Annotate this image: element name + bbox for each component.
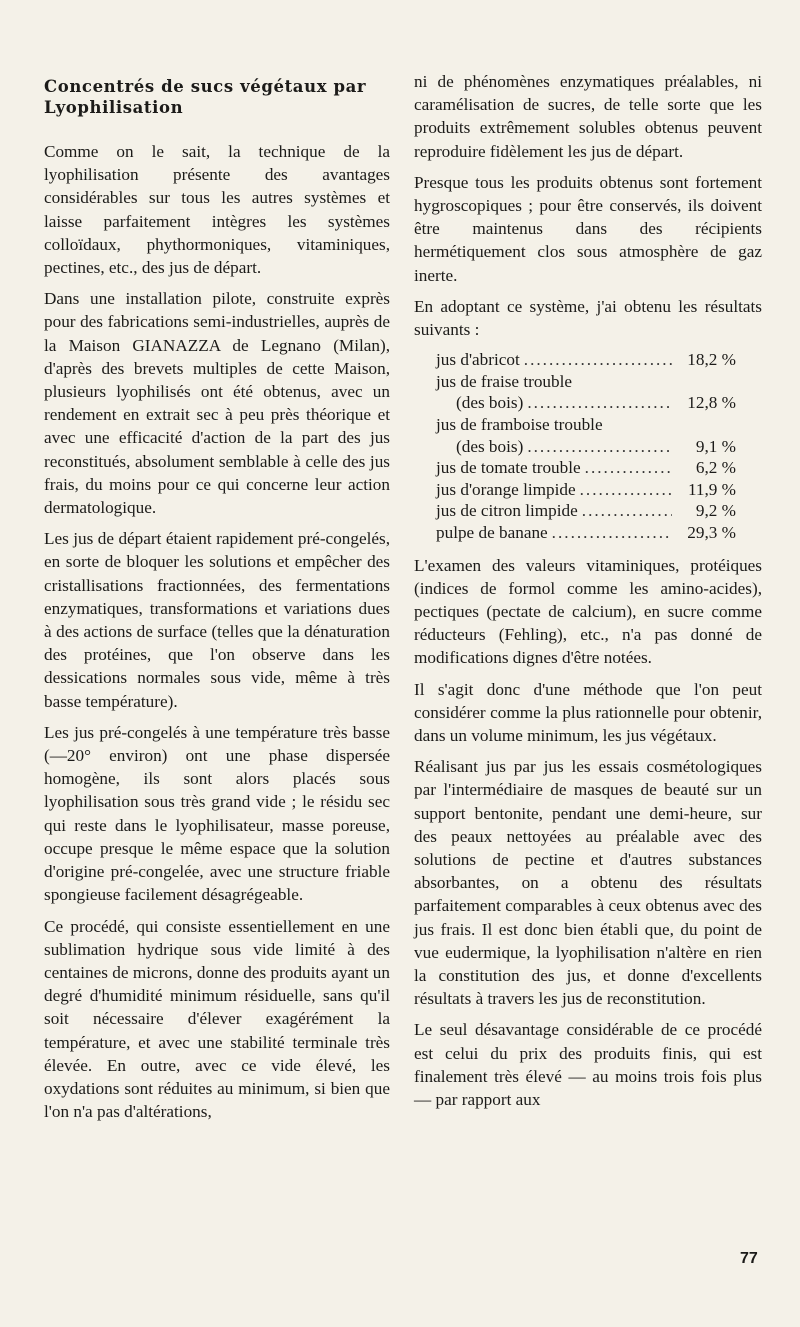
- result-value: 11,9 %: [687, 479, 736, 499]
- result-value: 12,8 %: [687, 393, 736, 413]
- dot-leader: [527, 436, 672, 458]
- result-row: [436, 500, 736, 522]
- result-label: jus d'orange limpide: [436, 479, 576, 499]
- paragraph: Il s'agit donc d'une méthode que l'on peut considérer comme la plus rationnelle pour obtenir, dans un volume minimum, les jus végétaux.: [414, 679, 762, 745]
- result-value: 18,2 %: [687, 350, 736, 370]
- left-column: [44, 70, 390, 1131]
- result-row: [436, 392, 736, 414]
- results-list: [436, 349, 736, 543]
- result-row: [436, 349, 736, 371]
- paragraph: En adoptant ce système, j'ai obtenu les résultats suivants :: [414, 296, 762, 340]
- dot-leader: [527, 392, 672, 414]
- result-value: 9,1 %: [695, 436, 736, 456]
- dot-leader: [580, 479, 672, 501]
- result-row: [436, 457, 736, 479]
- result-label: jus de framboise trouble: [436, 415, 603, 435]
- result-row: [436, 414, 736, 436]
- result-label: (des bois): [456, 436, 524, 456]
- result-label: jus de citron limpide: [436, 501, 578, 521]
- paragraph: Les jus de départ étaient rapidement pré-congelés, en sorte de bloquer les solutions et empêcher des cristallisations fractionnées, des fermentations enzymatiques, transformations et variations dues à des actions de surface (telles que la dénaturation des protéines, que l'on observe dans les dessications normales sous vide, même à très basse température).: [44, 529, 390, 711]
- result-label: (des bois): [456, 393, 524, 413]
- result-value: 29,3 %: [687, 522, 736, 542]
- result-row: [436, 436, 736, 458]
- paragraph: L'examen des valeurs vitaminiques, protéiques (indices de formol comme les amino-acides), pectiques (pectate de calcium), en sucre comme réducteurs (Fehling), etc., n'a pas donné de modifications dignes d'être notées.: [414, 555, 762, 668]
- dot-leader: [585, 457, 672, 479]
- result-label: pulpe de banane: [436, 522, 548, 542]
- page-number: 77: [740, 1250, 758, 1267]
- result-label: jus d'abricot: [436, 350, 520, 370]
- result-label: jus de tomate trouble: [436, 458, 581, 478]
- dot-leader: [582, 500, 672, 522]
- paragraph: Les jus pré-congelés à une température très basse (—20° environ) ont une phase dispersée homogène, ils sont alors placés sous lyophilisation sous très grand vide ; le résidu sec qui reste dans le lyophilisateur, masse poreuse, occupe presque le même espace que la solution d'origine pré-congelée, avec une structure friable spongieuse facilement désagrégeable.: [44, 722, 390, 905]
- paragraph: Dans une installation pilote, construite exprès pour des fabrications semi-industrielles, auprès de la Maison GIANAZZA de Legnano (Milan), d'après des brevets multiples de cette Maison, plusieurs lyophilisés ont été obtenus, avec un rendement en extrait sec à peu près théorique et avec une efficacité d'action de la part des jus reconstitués, absolument semblable à celle des jus frais, du moins pour ce qui concerne leur action dermatologique.: [44, 289, 390, 518]
- paragraph: Ce procédé, qui consiste essentiellement en une sublimation hydrique sous vide limité à des centaines de microns, donne des produits ayant un degré d'humidité minimum résiduelle, sans qu'il soit nécessaire d'élever exagérément la température, et avec une stabilité terminale très élevée. En outre, avec ce vide élevé, les oxydations sont réduites au minimum, si bien que l'on n'a pas d'altérations,: [44, 916, 390, 1122]
- article-title: Concentrés de sucs végétaux par Lyophilisation: [44, 77, 367, 117]
- result-row: [436, 371, 736, 393]
- result-row: [436, 479, 736, 501]
- result-value: 9,2 %: [695, 501, 736, 521]
- paragraph: ni de phénomènes enzymatiques préalables, ni caramélisation de sucres, de telle sorte que les produits extrêmement solubles obtenus peuvent reproduire fidèlement les jus de départ.: [414, 72, 762, 161]
- paragraph: Presque tous les produits obtenus sont fortement hygroscopiques ; pour être conservés, ils doivent être maintenus dans des récipients hermétiquement clos sous atmosphère de gaz inerte.: [414, 172, 762, 285]
- result-label: jus de fraise trouble: [436, 371, 573, 391]
- dot-leader: [552, 522, 672, 544]
- right-column: [414, 70, 762, 1119]
- result-row: [436, 522, 736, 544]
- paragraph: Réalisant jus par jus les essais cosmétologiques par l'intermédiaire de masques de beauté sur un support bentonite, pendant une demi-heure, sur des peaux nettoyées au préalable avec des solutions de pectine et d'autres substances absorbantes, on a obtenu des résultats parfaitement comparables à ceux obtenus avec des jus frais. Il est donc bien établi que, du point de vue eudermique, la lyophilisation n'altère en rien la constitution des jus, et donne d'excellents résultats à travers les jus de reconstitution.: [414, 757, 762, 1009]
- paragraph: Le seul désavantage considérable de ce procédé est celui du prix des produits finis, qui est finalement très élevé — au moins trois fois plus — par rapport aux: [414, 1020, 762, 1110]
- paragraph: Comme on le sait, la technique de la lyophilisation présente des avantages considérables sur tous les autres systèmes et laisse parfaitement intègres les systèmes colloïdaux, phythormoniques, vitaminiques, pectines, etc., des jus de départ.: [44, 142, 390, 278]
- result-value: 6,2 %: [695, 458, 736, 478]
- dot-leader: [524, 349, 672, 371]
